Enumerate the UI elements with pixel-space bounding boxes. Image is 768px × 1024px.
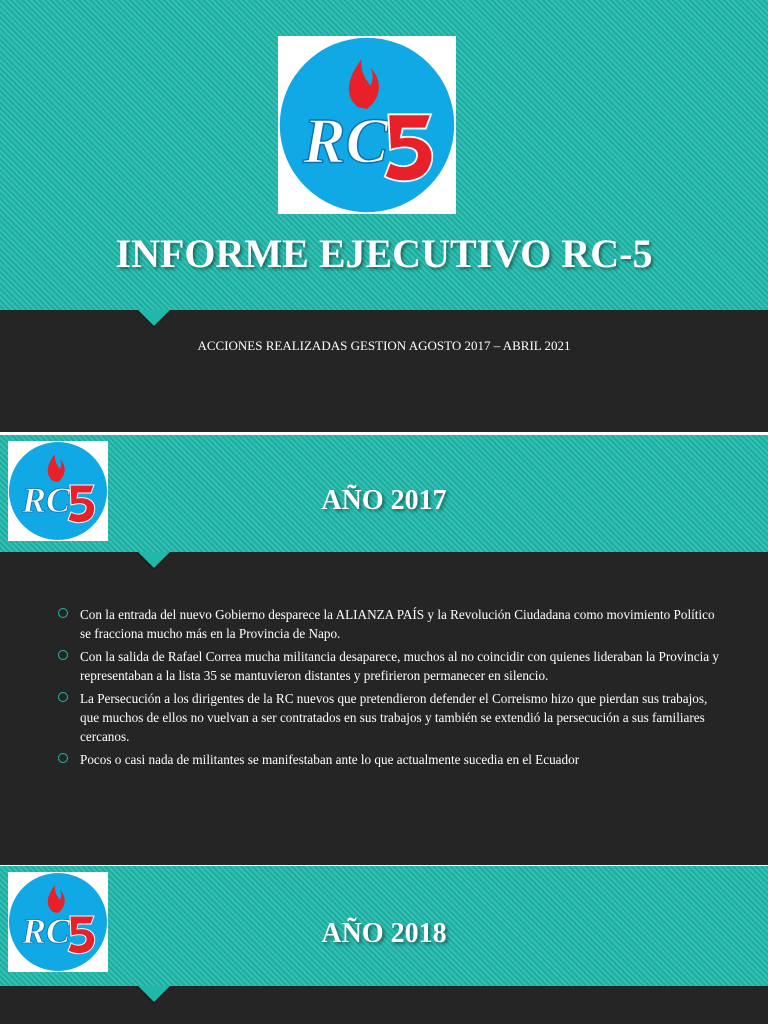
cover-title: INFORME EJECUTIVO RC-5 bbox=[115, 231, 653, 276]
slide-2017-bullet-list bbox=[58, 605, 728, 773]
list-item: Pocos o casi nada de militantes se manifestaban ante lo que actualmente sucedia en el Ecuador bbox=[58, 750, 728, 769]
list-item: Con la entrada del nuevo Gobierno desparece la ALIANZA PAÍS y la Revolución Ciudadana como movimiento Político se fracciona mucho más en la Provincia de Napo. bbox=[58, 605, 728, 643]
slide-2018 bbox=[0, 866, 768, 1024]
circle-bullet-icon bbox=[58, 650, 68, 660]
slide-2018-body bbox=[0, 986, 768, 1024]
circle-bullet-icon bbox=[58, 608, 68, 618]
circle-bullet-icon bbox=[58, 753, 68, 763]
slide-2017-title: AÑO 2017 bbox=[321, 485, 447, 516]
list-item: Con la salida de Rafael Correa mucha militancia desaparece, muchos al no coincidir con quienes lideraban la Provincia y representaban a la lista 35 se mantuvieron distantes y prefirieron permanecer en silencio. bbox=[58, 647, 728, 685]
list-item: La Persecución a los dirigentes de la RC nuevos que pretendieron defender el Correismo hizo que pierdan sus trabajos, que muchos de ellos no vuelvan a ser contratados en sus trabajos y también se extendió la persecución a sus familiares cercanos. bbox=[58, 689, 728, 746]
slide-2017-notch bbox=[138, 552, 170, 568]
slide-cover bbox=[0, 0, 768, 432]
slide-2018-notch bbox=[138, 986, 170, 1002]
rc5-logo bbox=[278, 36, 456, 214]
cover-notch bbox=[138, 310, 170, 326]
circle-bullet-icon bbox=[58, 692, 68, 702]
cover-subtitle: ACCIONES REALIZADAS GESTION AGOSTO 2017 – ABRIL 2021 bbox=[197, 338, 571, 353]
rc5-logo-icon bbox=[278, 36, 456, 214]
slide-2018-title: AÑO 2018 bbox=[321, 918, 447, 949]
cover-footer-band bbox=[0, 310, 768, 432]
